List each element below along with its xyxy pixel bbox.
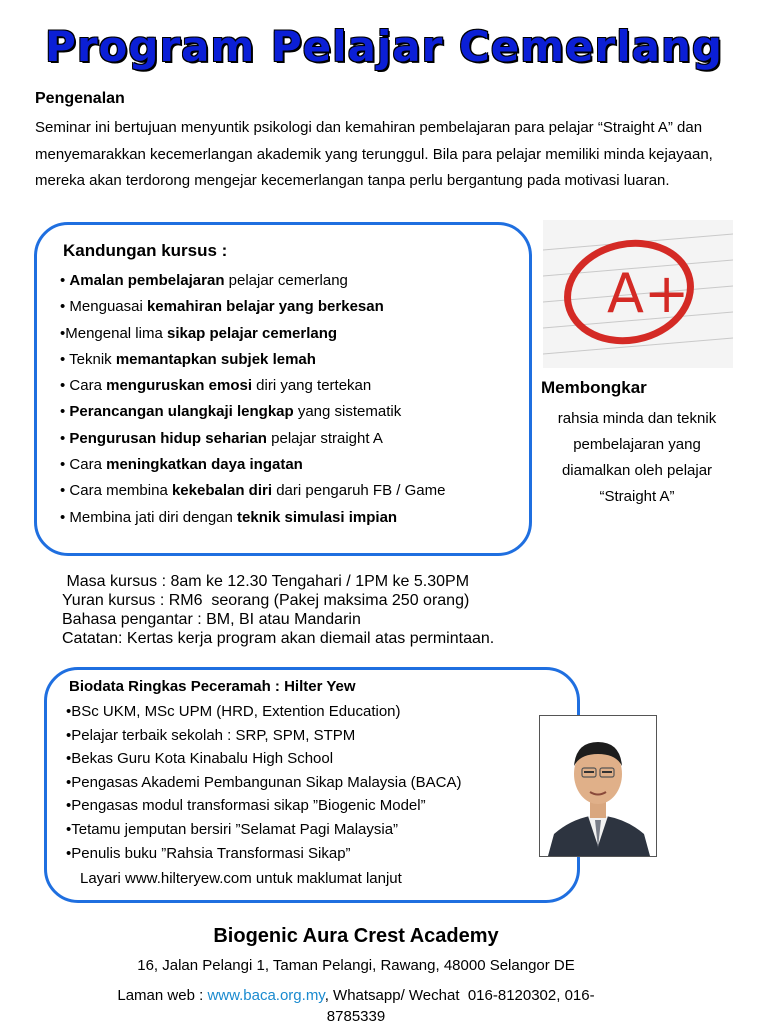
list-item: •Pengasas modul transformasi sikap ”Biogenic Model” (66, 797, 426, 815)
course-info (62, 572, 494, 648)
website-link[interactable]: www.baca.org.my (207, 987, 325, 1004)
list-item: •Mengenal lima sikap pelajar cemerlang (60, 324, 338, 342)
list-item: • Menguasai kemahiran belajar yang berkesan (60, 298, 384, 316)
course-time: Masa kursus : 8am ke 12.30 Tengahari / 1PM ke 5.30PM (62, 573, 470, 590)
list-item: • Cara menguruskan emosi diri yang tertekan (60, 377, 372, 395)
list-item: •Pengasas Akademi Pembangunan Sikap Malaysia (BACA) (66, 773, 462, 791)
grade-a-plus-image (543, 220, 733, 368)
list-item: • Teknik memantapkan subjek lemah (60, 350, 316, 368)
intro-text: Seminar ini bertujuan menyuntik psikologi dan kemahiran pembelajaran para pelajar “Straight A” dan menyemarakkan kecemerlangan akademik yang terunggul. Bila para pelajar memiliki minda kejayaan, mereka akan terdorong mengejar kecemerlangan tanpa perlu bergantung pada motivasi luaran. (35, 119, 713, 189)
speaker-photo (539, 715, 657, 857)
side-heading: Membongkar (541, 378, 647, 397)
list-item: •Bekas Guru Kota Kinabalu High School (66, 750, 334, 768)
course-content-list (60, 268, 445, 531)
intro-heading: Pengenalan (35, 90, 125, 107)
course-note: Catatan: Kertas kerja program akan diemail atas permintaan. (62, 630, 495, 647)
list-item: •BSc UKM, MSc UPM (HRD, Extention Education) (66, 703, 401, 720)
organization-address: 16, Jalan Pelangi 1, Taman Pelangi, Rawang, 48000 Selangor DE (137, 957, 575, 974)
list-item: • Amalan pembelajaran pelajar cemerlang (60, 272, 348, 289)
list-item: • Membina jati diri dengan teknik simulasi impian (60, 508, 398, 526)
list-item: •Pelajar terbaik sekolah : SRP, SPM, STPM (66, 726, 356, 744)
course-language: Bahasa pengantar : BM, BI atau Mandarin (62, 611, 361, 628)
list-item: •Penulis buku ”Rahsia Transformasi Sikap” (66, 844, 351, 862)
speaker-bio-list (66, 700, 461, 865)
page-title: Program Pelajar Cemerlang (45, 22, 723, 71)
course-content-title: Kandungan kursus : (63, 241, 228, 260)
list-item: • Cara meningkatkan daya ingatan (60, 456, 303, 474)
speaker-website-line: Layari www.hilteryew.com untuk maklumat lanjut (80, 870, 402, 887)
list-item: •Tetamu jemputan bersiri ”Selamat Pagi Malaysia” (66, 820, 399, 838)
list-item: • Perancangan ulangkaji lengkap yang sistematik (60, 403, 402, 421)
list-item: • Pengurusan hidup seharian pelajar straight A (60, 429, 383, 447)
speaker-bio-title: Biodata Ringkas Peceramah : Hilter Yew (69, 678, 356, 695)
grade-text: A+ (607, 262, 690, 325)
course-fee: Yuran kursus : RM6 seorang (Pakej maksima 250 orang) (62, 592, 470, 609)
organization-contact: Laman web : www.baca.org.my, Whatsapp/ Wechat 016-8120302, 016- 8785339 (117, 987, 595, 1025)
side-text: rahsia minda dan teknik pembelajaran yang diamalkan oleh pelajar “Straight A” (557, 410, 717, 505)
organization-name: Biogenic Aura Crest Academy (213, 925, 499, 947)
list-item: • Cara membina kekebalan diri dari pengaruh FB / Game (60, 482, 446, 500)
